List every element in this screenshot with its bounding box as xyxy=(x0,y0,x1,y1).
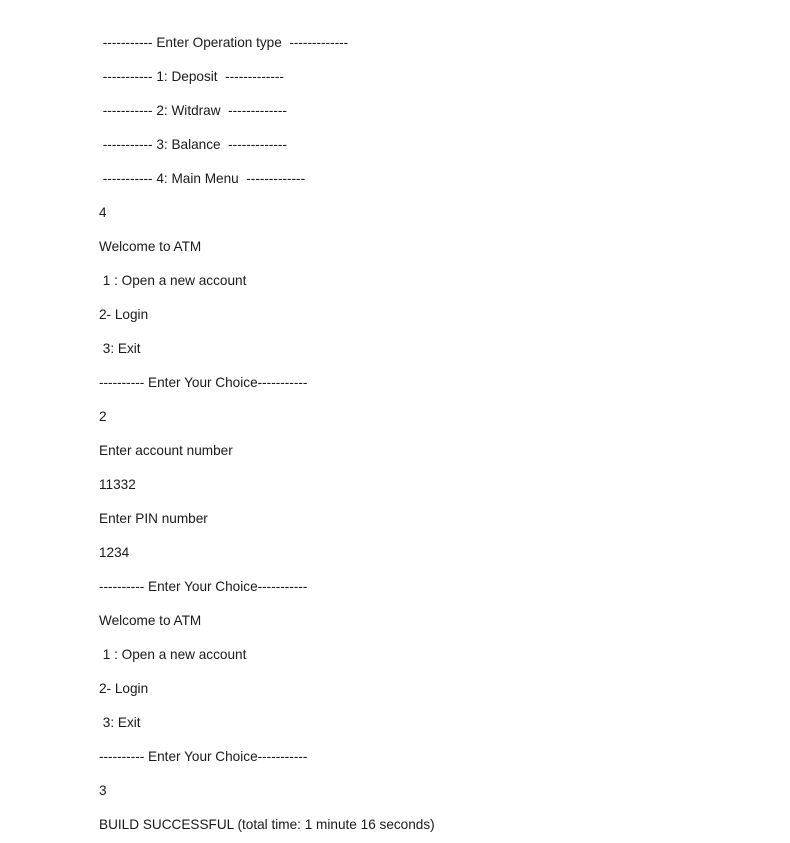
build-status-message: BUILD SUCCESSFUL (total time: 1 minute 16 seconds) xyxy=(99,817,435,832)
menu-option-main-menu: ----------- 4: Main Menu ------------- xyxy=(99,171,306,186)
welcome-message: Welcome to ATM xyxy=(99,239,202,254)
user-input-line: 11332 xyxy=(99,477,136,492)
console-output xyxy=(99,34,435,834)
user-input-line: 2 xyxy=(99,409,107,424)
menu-option-login: 2- Login xyxy=(99,681,149,696)
menu-option-login: 2- Login xyxy=(99,307,149,322)
menu-option-deposit: ----------- 1: Deposit ------------- xyxy=(99,69,284,84)
menu-option-exit: 3: Exit xyxy=(99,715,141,730)
menu-option-open-account: 1 : Open a new account xyxy=(99,273,247,288)
pin-number-prompt: Enter PIN number xyxy=(99,511,208,526)
choice-prompt: ---------- Enter Your Choice----------- xyxy=(99,375,308,390)
user-input-line: 3 xyxy=(99,783,107,798)
user-input-line: 1234 xyxy=(99,545,130,560)
choice-prompt: ---------- Enter Your Choice----------- xyxy=(99,579,308,594)
user-input-line: 4 xyxy=(99,205,107,220)
operation-type-prompt: ----------- Enter Operation type ------------- xyxy=(99,35,349,50)
menu-option-balance: ----------- 3: Balance ------------- xyxy=(99,137,287,152)
welcome-message: Welcome to ATM xyxy=(99,613,202,628)
menu-option-open-account: 1 : Open a new account xyxy=(99,647,247,662)
menu-option-withdraw: ----------- 2: Witdraw ------------- xyxy=(99,103,287,118)
choice-prompt: ---------- Enter Your Choice----------- xyxy=(99,749,308,764)
menu-option-exit: 3: Exit xyxy=(99,341,141,356)
account-number-prompt: Enter account number xyxy=(99,443,233,458)
